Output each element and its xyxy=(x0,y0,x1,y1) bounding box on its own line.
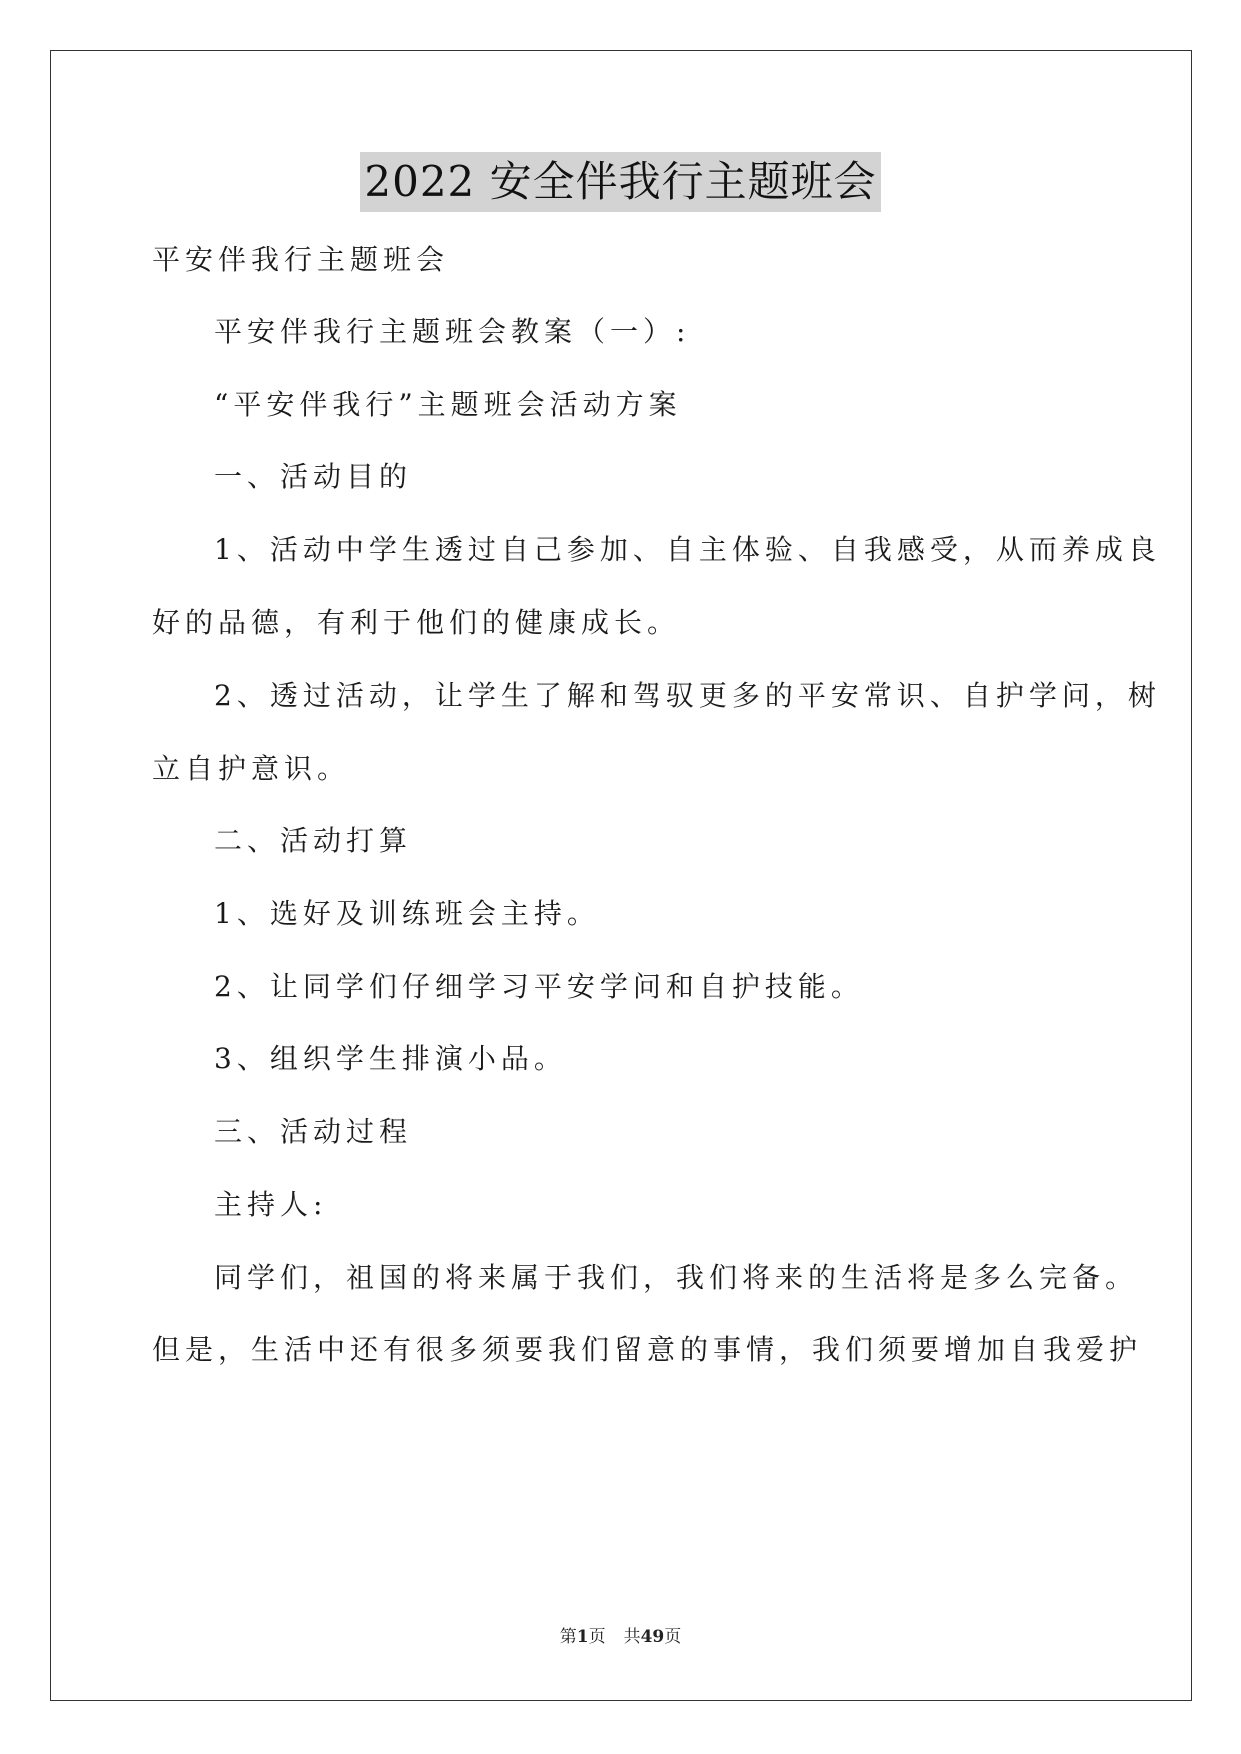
paragraph-line[interactable]: “平安伴我行”主题班会活动方案 xyxy=(214,388,682,421)
paragraph-line[interactable]: 2、让同学们仔细学习平安学问和自护技能。 xyxy=(214,970,864,1003)
paragraph-line[interactable]: 同学们，祖国的将来属于我们，我们将来的生活将是多么完备。 xyxy=(214,1261,1139,1294)
title-wrap xyxy=(0,152,1241,212)
section-heading[interactable]: 三、活动过程 xyxy=(214,1115,413,1148)
page-footer xyxy=(0,1625,1241,1649)
paragraph-line[interactable]: 但是，生活中还有很多须要我们留意的事情，我们须要增加自我爱护 xyxy=(152,1333,1143,1366)
footer-page-number: 1 xyxy=(576,1627,589,1647)
paragraph-line[interactable]: 平安伴我行主题班会教案（一）: xyxy=(214,315,691,348)
paragraph-line[interactable]: 立自护意识。 xyxy=(152,752,351,785)
subtitle-line[interactable]: 平安伴我行主题班会 xyxy=(152,243,450,276)
footer-total-unit: 页 xyxy=(664,1627,682,1647)
footer-page-prefix: 第 xyxy=(559,1627,577,1647)
paragraph-line[interactable]: 2、透过活动，让学生了解和驾驭更多的平安常识、自护学问，树 xyxy=(214,679,1161,712)
footer-page-unit: 页 xyxy=(588,1627,606,1647)
page-border xyxy=(50,50,1192,1701)
section-heading[interactable]: 一、活动目的 xyxy=(214,460,413,493)
footer-total-pages: 49 xyxy=(640,1627,665,1647)
footer-total-prefix: 共 xyxy=(623,1627,641,1647)
paragraph-line[interactable]: 3、组织学生排演小品。 xyxy=(214,1042,567,1075)
paragraph-line[interactable]: 1、活动中学生透过自己参加、自主体验、自我感受，从而养成良 xyxy=(214,533,1161,566)
section-heading[interactable]: 二、活动打算 xyxy=(214,824,413,857)
paragraph-line[interactable]: 主持人: xyxy=(214,1188,328,1221)
document-title[interactable]: 2022 安全伴我行主题班会 xyxy=(360,152,880,212)
paragraph-line[interactable]: 好的品德，有利于他们的健康成长。 xyxy=(152,606,681,639)
paragraph-line[interactable]: 1、选好及训练班会主持。 xyxy=(214,897,600,930)
